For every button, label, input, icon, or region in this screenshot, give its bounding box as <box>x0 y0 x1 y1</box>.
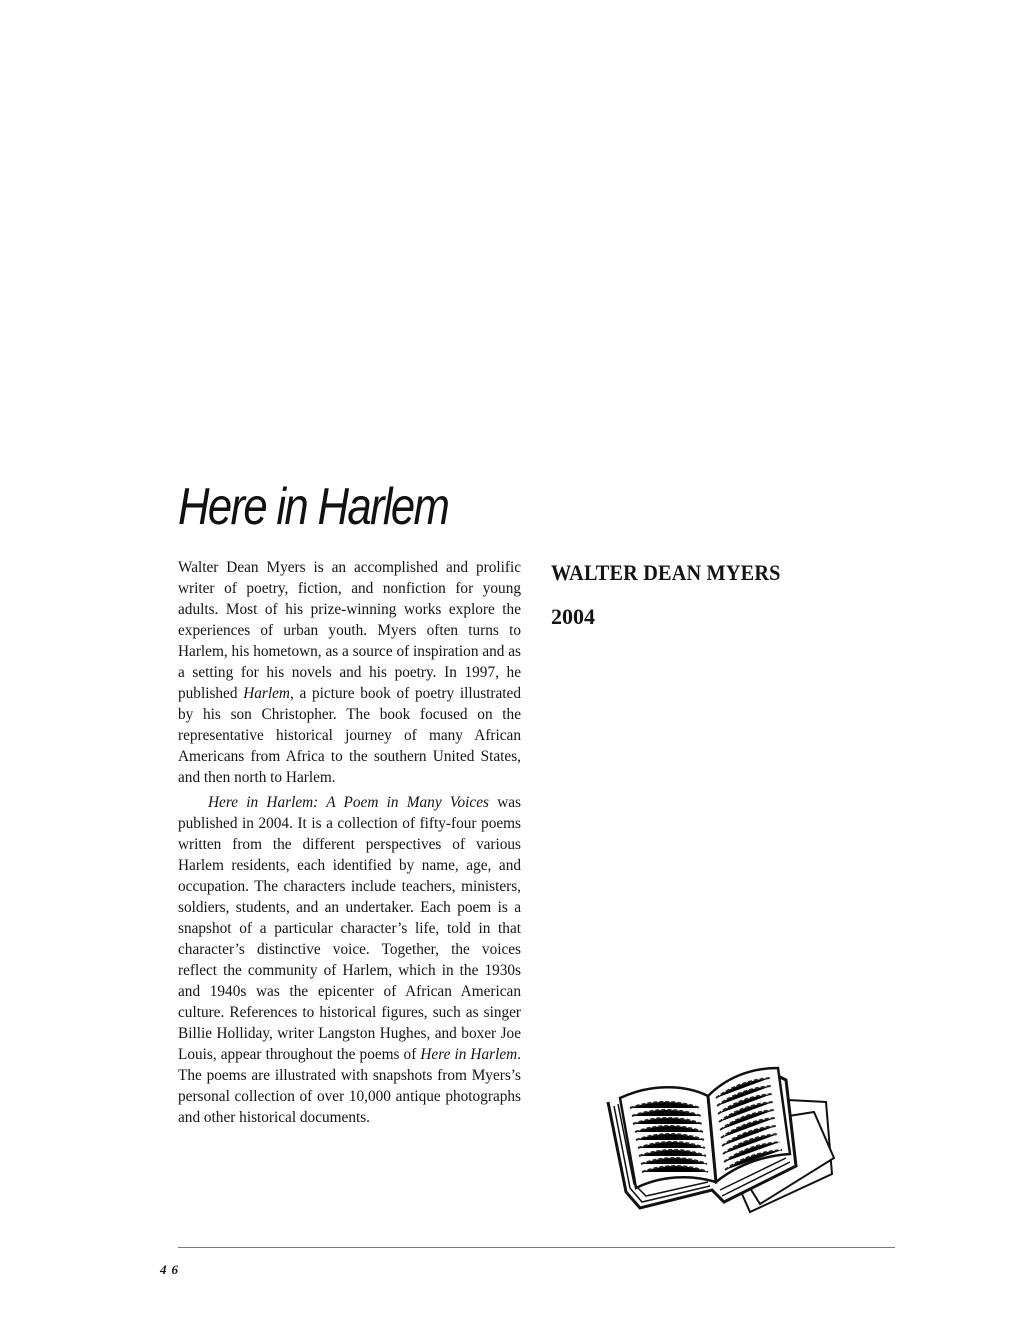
paragraph-2-middle: was published in 2004. It is a collection of fifty-four poems written from the different perspectives of various Harlem residents, each identified by name, age, and occupation. The characters include teachers, ministers, soldiers, students, and an undertaker. Each poem is a snapshot of a particular character’s life, told in that character’s distinctive voice. Together, the voices reflect the community of Harlem, which in the 1930s and 1940s was the epicenter of African American culture. References to historical figures, such as singer Billie Holliday, writer Langston Hughes, and boxer Joe Louis, appear throughout the poems of <box>178 794 521 1063</box>
article-title: Here in Harlem <box>178 478 449 536</box>
open-book-icon <box>600 1062 842 1220</box>
book-title-here-in-harlem-short: Here in Harlem <box>420 1046 518 1063</box>
author-name: WALTER DEAN MYERS <box>551 560 781 585</box>
article-body <box>178 557 521 1128</box>
footer-divider <box>178 1247 895 1248</box>
book-title-here-in-harlem: Here in Harlem: A Poem in Many Voices <box>208 794 489 811</box>
paragraph-1-intro: Walter Dean Myers is an accomplished and prolific writer of poetry, fiction, and nonfiction for young adults. Most of his prize-winning works explore the experiences of urban youth. Myers often turns to Harlem, his hometown, as a source of inspiration and as a setting for his novels and his poetry. In 1997, he published <box>178 559 521 702</box>
sidebar-meta <box>551 560 801 630</box>
publication-year: 2004 <box>551 604 595 629</box>
paragraph-2-end: . The poems are illustrated with snapshots from Myers’s personal collection of over 10,000 antique photographs and other historical documents. <box>178 1046 521 1126</box>
paragraph-2 <box>178 792 521 1128</box>
page-number: 46 <box>160 1262 183 1277</box>
paragraph-1 <box>178 557 521 788</box>
paragraph-1-outro: , a picture book of poetry illustrated by his son Christopher. The book focused on the representative historical journey of many African Americans from Africa to the southern United States, and then north to Harlem. <box>178 685 521 786</box>
book-title-harlem: Harlem <box>243 685 290 702</box>
